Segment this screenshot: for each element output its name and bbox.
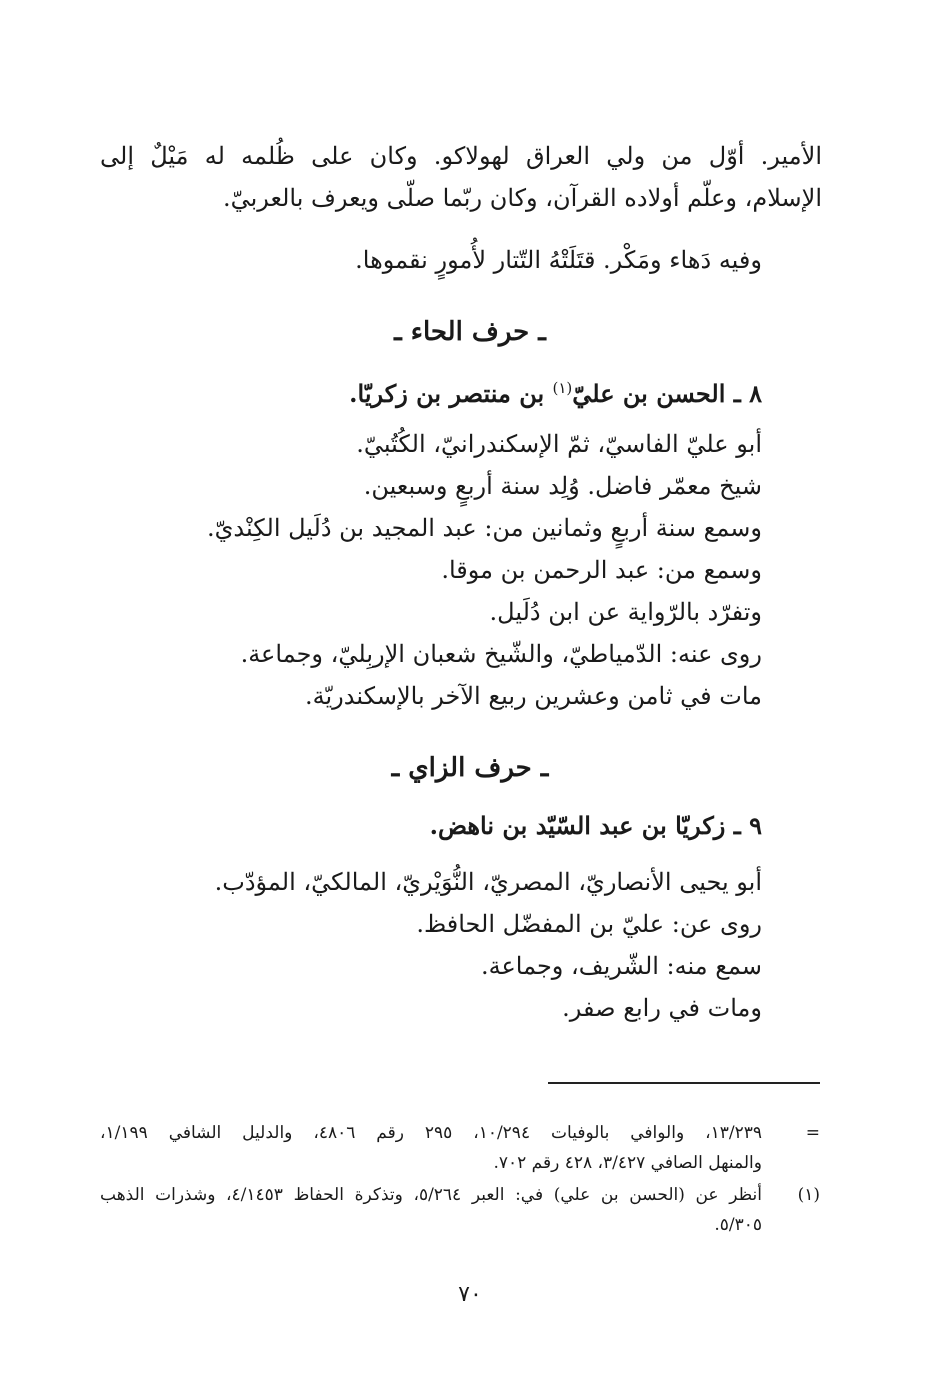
footnote-1-line-1: أنظر عن (الحسن بن علي) في: العبر ٥/٢٦٤، وتذكرة الحفاظ ٤/١٤٥٣، وشذرات الذهب xyxy=(100,1185,762,1205)
entry-9-title: ٩ ـ زكريّا بن عبد السّيّد بن ناهض. xyxy=(429,811,762,840)
footnote-separator xyxy=(548,1082,820,1084)
footnote-1-line-2: ٥/٣٠٥. xyxy=(714,1215,762,1235)
footnote-ref-1[interactable]: (١) xyxy=(552,379,573,397)
footnote-continuation-line-2: والمنهل الصافي ٣/٤٢٧، ٤٢٨ رقم ٧٠٢. xyxy=(493,1153,762,1173)
entry-8-line: شيخ معمّر فاضل. وُلِد سنة أربعٍ وسبعين. xyxy=(363,472,762,500)
entry-9-line: أبو يحيى الأنصاريّ، المصريّ، النُّوَيْريّ، المالكيّ، المؤدّب. xyxy=(214,868,762,896)
footnote-continuation-line-1: ١٣/٢٣٩، والوافي بالوفيات ١٠/٢٩٤، ٢٩٥ رقم ٤٨٠٦، والدليل الشافي ١/١٩٩، xyxy=(100,1123,762,1143)
entry-8-title xyxy=(349,368,762,414)
section-heading-zay: ـ حرف الزاي ـ xyxy=(391,753,549,783)
entry-8-name: ٨ ـ الحسن بن عليّ xyxy=(572,379,762,408)
entry-8-name-rest: بن منتصر بن زكريّا. xyxy=(349,379,553,408)
intro-line-1: الأمير. أوّل من ولي العراق لهولاكو. وكان على ظُلمه له مَيْلٌ إلى xyxy=(100,142,823,170)
entry-8-line: وسمع سنة أربعٍ وثمانين من: عبد المجيد بن دُلَيل الكِنْديّ. xyxy=(207,514,762,542)
intro-line-3: وفيه دَهاء ومَكْر. قتَلَتْهُ التّتار لأُمورٍ نقموها. xyxy=(355,246,762,274)
entry-8-line: مات في ثامن وعشرين ربيع الآخر بالإسكندريّة. xyxy=(304,682,762,710)
entry-9-line: روى عن: عليّ بن المفضّل الحافظ. xyxy=(416,910,762,938)
entry-9-line: سمع منه: الشّريف، وجماعة. xyxy=(480,952,762,980)
footnote-1-mark: (١) xyxy=(797,1185,820,1205)
section-heading-ha: ـ حرف الحاء ـ xyxy=(394,317,546,347)
entry-9-line: ومات في رابع صفر. xyxy=(562,994,762,1022)
entry-8-line: روى عنه: الدّمياطيّ، والشّيخ شعبان الإربِليّ، وجماعة. xyxy=(240,640,762,668)
entry-8-line: أبو عليّ الفاسيّ، ثمّ الإسكندرانيّ، الكُتُبيّ. xyxy=(356,430,762,458)
entry-8-line: وسمع من: عبد الرحمن بن موقا. xyxy=(441,556,762,584)
intro-line-2: الإسلام، وعلّم أولاده القرآن، وكان ربّما صلّى ويعرف بالعربيّ. xyxy=(222,184,822,212)
entry-8-line: وتفرّد بالرّواية عن ابن دُلَيل. xyxy=(489,598,762,626)
page-number: ٧٠ xyxy=(458,1282,482,1307)
footnote-continuation-mark: = xyxy=(805,1123,820,1143)
